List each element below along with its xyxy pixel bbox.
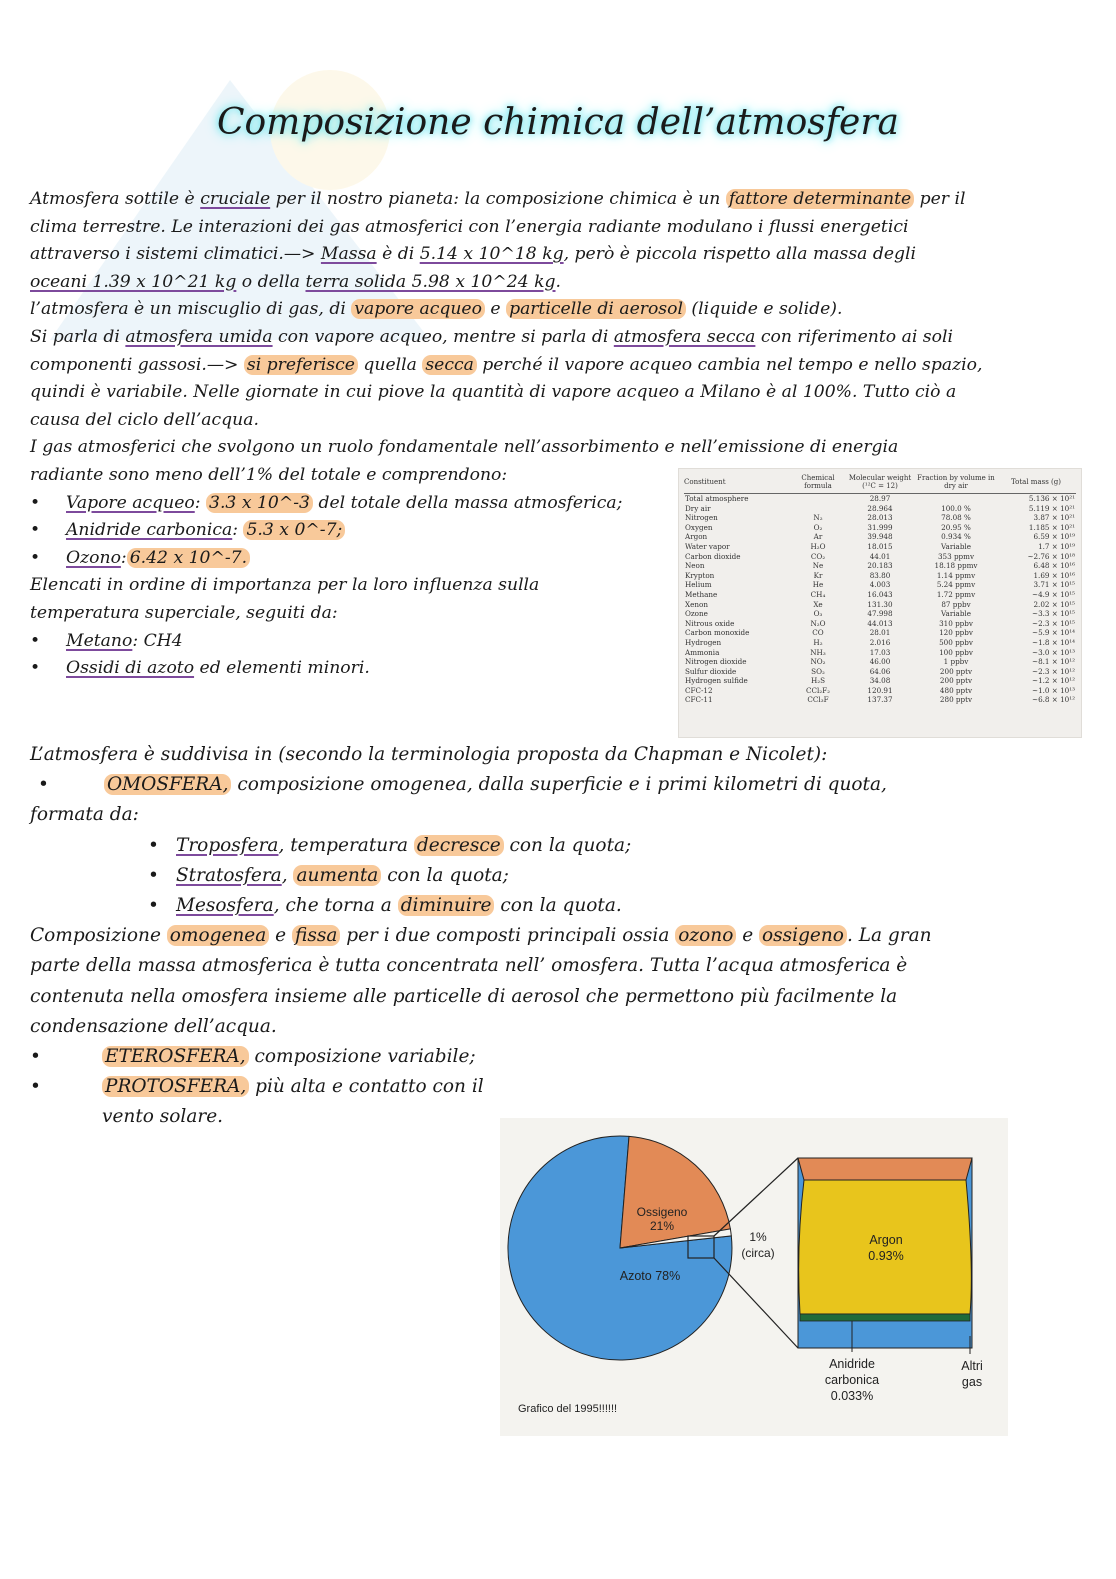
intro-line-8: quindi è variabile. Nelle giornate in cui piove la quantità di vapore acqueo a Milano è al 100%. Tutto ciò a xyxy=(30,382,957,403)
bullet-icon: • xyxy=(148,834,159,856)
highlighted-term: ossigeno xyxy=(759,925,847,946)
table-header: Molecular weight (¹²C = 12) xyxy=(844,473,916,494)
table-cell: 28.964 xyxy=(867,503,893,513)
table-cell: Ar xyxy=(813,532,823,542)
text: con la quota. xyxy=(494,895,622,917)
table-cell: ~4.9 × 10¹⁵ xyxy=(1032,589,1075,599)
intro-line-3 xyxy=(30,241,982,269)
label-circa-value: 1% xyxy=(749,1230,767,1244)
table-row xyxy=(684,686,1076,696)
bullet-icon: • xyxy=(148,895,159,917)
table-body xyxy=(684,494,1076,706)
table-cell: Neon xyxy=(685,561,705,571)
table-row xyxy=(684,638,1076,648)
table-cell: Carbon monoxide xyxy=(685,628,750,638)
table-cell: Xe xyxy=(813,599,823,609)
table-cell: N₂O xyxy=(810,618,826,628)
table-cell: 16.043 xyxy=(867,589,893,599)
table-cell xyxy=(792,494,844,504)
label-co2-2: carbonica xyxy=(824,1373,880,1387)
table-cell: 64.06 xyxy=(869,666,891,676)
intro-line-9: causa del ciclo dell’acqua. xyxy=(30,409,259,430)
text: è di xyxy=(376,244,420,265)
table-cell: 1.185 × 10²¹ xyxy=(1028,522,1075,532)
table-row xyxy=(684,542,1076,552)
label-ossigeno: Ossigeno xyxy=(636,1205,688,1219)
page-title: Composizione chimica dell’atmosfera xyxy=(216,102,900,143)
table-cell: 310 ppbv xyxy=(939,618,973,628)
table-cell: 6.59 × 10¹⁹ xyxy=(1033,532,1075,542)
table-cell: Total atmosphere xyxy=(685,494,749,503)
text: del totale della massa atmosferica; xyxy=(312,492,623,513)
table-cell: H₂O xyxy=(810,541,826,551)
table-cell: Hydrogen sulfide xyxy=(685,676,748,686)
text: con riferimento ai soli xyxy=(755,326,953,347)
text: l’atmosfera è un miscuglio di gas, di xyxy=(30,299,352,320)
highlighted-value: 5.3 x 0^-7; xyxy=(243,520,345,540)
text: : xyxy=(232,520,244,541)
label-argon-value: 0.93% xyxy=(868,1249,904,1263)
text: attraverso i sistemi climatici.—> xyxy=(30,244,321,265)
table-cell: 200 pptv xyxy=(939,676,973,686)
table-cell: 5.136 × 10²¹ xyxy=(1028,494,1075,503)
composition-chart xyxy=(500,1118,1008,1436)
underlined-term: Mesosfera xyxy=(176,895,274,917)
table-row xyxy=(684,552,1076,562)
table-row xyxy=(684,571,1076,581)
table-cell: Oxygen xyxy=(685,522,713,532)
text: . La gran xyxy=(846,925,932,947)
table-header-row xyxy=(684,473,1076,494)
underlined-term: Troposfera xyxy=(176,834,279,856)
composition-table xyxy=(678,468,1082,738)
table-cell: Xenon xyxy=(685,599,708,609)
intro-line-1 xyxy=(30,186,982,214)
highlighted-term: OMOSFERA, xyxy=(104,774,231,795)
highlighted-term: diminuire xyxy=(398,895,495,916)
bullet-icon: • xyxy=(148,864,159,886)
text: con la quota; xyxy=(503,834,632,856)
highlighted-term: vapore acqueo xyxy=(351,299,485,319)
bullet-icon: • xyxy=(30,1046,41,1068)
table-cell: 47.998 xyxy=(867,609,893,619)
text: (liquide e solide). xyxy=(685,299,843,320)
text: o della xyxy=(236,271,306,292)
text: : xyxy=(194,492,207,513)
composition-line-2: parte della massa atmosferica è tutta concentrata nell’ omosfera. Tutta l’acqua atmosferica è xyxy=(30,955,908,977)
table-cell: CFC-11 xyxy=(685,695,713,705)
label-azoto: Azoto 78% xyxy=(619,1269,681,1283)
intro-line-7 xyxy=(30,352,982,380)
table-cell: ~1.2 × 10¹² xyxy=(1032,676,1075,686)
table-cell: 3.87 × 10²¹ xyxy=(1033,513,1075,523)
text: componenti gassosi.—> xyxy=(30,354,244,375)
table-row xyxy=(684,504,1076,514)
text: per il xyxy=(914,189,966,209)
table-row xyxy=(684,523,1076,533)
table-cell: 1 ppbv xyxy=(943,657,969,667)
table-row xyxy=(684,628,1076,638)
table-cell: Water vapor xyxy=(685,541,730,551)
text: più alta e contatto con il xyxy=(249,1076,484,1098)
text: perché il vapore acqueo cambia nel tempo e nello spazio, xyxy=(476,354,983,375)
table-cell: 100 ppbv xyxy=(939,647,973,657)
table-cell: 44.01 xyxy=(869,551,891,561)
underlined-term: Massa xyxy=(320,244,377,265)
label-argon: Argon xyxy=(869,1233,903,1247)
intro-line-12: Elencati in ordine di importanza per la loro influenza sulla xyxy=(30,575,540,596)
table-cell: 100.0 % xyxy=(941,503,971,513)
table-cell: Ozone xyxy=(685,609,708,619)
table-cell: Krypton xyxy=(685,570,715,580)
highlighted-term: fattore determinante xyxy=(726,189,914,209)
text: Atmosfera sottile è xyxy=(30,189,201,209)
layers-section xyxy=(30,740,932,1133)
table-row xyxy=(684,657,1076,667)
table-row xyxy=(684,561,1076,571)
detail-bar-argon xyxy=(799,1180,972,1314)
table-cell: 1.7 × 10¹⁹ xyxy=(1038,541,1075,551)
table-cell: 31.999 xyxy=(867,522,893,532)
bullet-troposfera xyxy=(30,831,932,861)
text: composizione omogenea, dalla superficie e i primi kilometri di quota, xyxy=(231,774,887,796)
detail-bar-ossigeno-edge xyxy=(798,1158,972,1180)
underlined-term: atmosfera secca xyxy=(613,326,756,347)
table-cell: 4.003 xyxy=(869,580,891,590)
table-row xyxy=(684,580,1076,590)
table-cell: 2.016 xyxy=(869,637,891,647)
text: quella xyxy=(357,354,423,375)
table-cell: Hydrogen xyxy=(685,637,722,647)
table-header: Total mass (g) xyxy=(996,473,1076,494)
table-cell: CO₂ xyxy=(810,551,826,561)
bullet-icon: • xyxy=(30,630,41,651)
bullet-icon: • xyxy=(30,492,41,513)
underlined-term: terra solida 5.98 x 10^24 kg xyxy=(305,271,556,292)
table-cell: Argon xyxy=(685,532,708,542)
underlined-term: Anidride carbonica xyxy=(66,520,233,541)
table-row xyxy=(684,600,1076,610)
table-cell: 46.00 xyxy=(869,657,891,667)
underlined-term: Ozono xyxy=(66,547,121,568)
table-cell: 34.08 xyxy=(869,676,891,686)
table-cell: ~8.1 × 10¹² xyxy=(1032,657,1075,667)
text: . xyxy=(555,271,561,292)
table-row xyxy=(684,590,1076,600)
bullet-icon: • xyxy=(30,520,41,541)
bullet-mesosfera xyxy=(30,891,932,921)
table-cell: Methane xyxy=(685,589,718,599)
table-row xyxy=(684,695,1076,705)
bullet-eterosfera xyxy=(30,1042,932,1072)
highlighted-term: ETEROSFERA, xyxy=(102,1046,249,1067)
table-cell: 20.95 % xyxy=(941,522,971,532)
table-cell: ~6.8 × 10¹² xyxy=(1032,695,1075,705)
composition-table-grid xyxy=(684,473,1076,705)
table-cell: 28.01 xyxy=(869,628,891,638)
zoom-line-top xyxy=(714,1158,798,1236)
bullet-icon: • xyxy=(30,547,41,568)
highlighted-value: 6.42 x 10^-7. xyxy=(127,548,250,568)
table-cell: H₂ xyxy=(813,637,823,647)
table-cell: CH₄ xyxy=(810,589,826,599)
table-cell: Nitrogen xyxy=(685,513,718,523)
highlighted-term: fissa xyxy=(292,925,340,946)
table-cell: CFC-12 xyxy=(685,685,713,695)
table-cell: Ne xyxy=(812,561,824,571)
table-cell: 353 ppmv xyxy=(937,551,975,561)
table-cell: Variable xyxy=(941,541,971,551)
label-co2-1: Anidride xyxy=(829,1357,875,1371)
table-cell: 480 pptv xyxy=(939,685,973,695)
text: , xyxy=(281,864,294,886)
table-row xyxy=(684,513,1076,523)
table-cell: 120.91 xyxy=(867,685,893,695)
table-row xyxy=(684,619,1076,629)
intro-line-2: clima terrestre. Le interazioni dei gas atmosferici con l’energia radiante modulano i flussi energetici xyxy=(30,216,909,237)
table-cell: 1.69 × 10¹⁶ xyxy=(1033,570,1075,580)
highlighted-term: secca xyxy=(422,355,477,375)
bullet-stratosfera xyxy=(30,861,932,891)
underlined-term: Metano xyxy=(66,630,133,651)
text: , però è piccola rispetto alla massa degli xyxy=(563,244,917,265)
highlighted-term: PROTOSFERA, xyxy=(102,1076,249,1097)
zoom-line-bottom xyxy=(714,1258,798,1348)
layers-intro: L’atmosfera è suddivisa in (secondo la terminologia proposta da Chapman e Nicolet): xyxy=(30,744,828,765)
table-cell: Nitrous oxide xyxy=(685,618,735,628)
table-cell: 87 ppbv xyxy=(941,599,971,609)
underlined-term: Stratosfera xyxy=(176,864,282,886)
table-cell: ~1.8 × 10¹⁴ xyxy=(1032,637,1075,647)
text: con la quota; xyxy=(381,864,509,886)
table-cell: 1.72 ppmv xyxy=(936,589,976,599)
table-cell: ~5.9 × 10¹⁴ xyxy=(1032,628,1075,638)
text: e xyxy=(736,925,760,947)
table-cell xyxy=(792,504,844,514)
table-row xyxy=(684,609,1076,619)
table-cell: O₂ xyxy=(813,522,823,532)
intro-line-5 xyxy=(30,296,982,324)
table-cell: CCl₂F₂ xyxy=(805,685,831,695)
table-cell: 39.948 xyxy=(867,532,893,542)
table-cell: ~3.3 × 10¹⁵ xyxy=(1032,609,1075,619)
table-cell: 0.934 % xyxy=(941,532,971,542)
highlighted-term: omogenea xyxy=(167,925,270,946)
table-cell: 17.03 xyxy=(869,647,891,657)
intro-line-11: radiante sono meno dell’1% del totale e comprendono: xyxy=(30,464,508,485)
table-cell: 500 ppbv xyxy=(939,637,973,647)
table-cell: 120 ppbv xyxy=(939,628,973,638)
table-cell: 5.24 ppmv xyxy=(936,580,976,590)
underlined-term: oceani 1.39 x 10^21 kg xyxy=(30,271,237,292)
bullet-protosfera xyxy=(30,1072,932,1102)
table-cell: Dry air xyxy=(685,503,711,513)
table-cell: Carbon dioxide xyxy=(685,551,741,561)
table-row xyxy=(684,676,1076,686)
omosfera-cont: formata da: xyxy=(30,804,139,826)
intro-line-6 xyxy=(30,324,982,352)
chart-caption: Grafico del 1995!!!!!! xyxy=(518,1403,618,1415)
table-cell: ~2.76 × 10¹⁸ xyxy=(1027,551,1075,561)
table-cell: N₂ xyxy=(813,513,823,523)
table-cell: ~1.0 × 10¹³ xyxy=(1032,685,1075,695)
highlighted-term: aumenta xyxy=(293,865,381,886)
underlined-term: Ossidi di azoto xyxy=(66,658,195,679)
detail-bar-co2 xyxy=(800,1314,970,1321)
table-row xyxy=(684,648,1076,658)
table-row xyxy=(684,667,1076,677)
composition-line-3: contenuta nella omosfera insieme alle particelle di aerosol che permettono più facilmente la xyxy=(30,985,898,1007)
table-cell: 200 pptv xyxy=(939,666,973,676)
table-cell: 131.30 xyxy=(867,599,893,609)
table-cell: NO₂ xyxy=(810,657,826,667)
composition-line-1 xyxy=(30,921,932,951)
table-cell xyxy=(916,494,996,504)
highlighted-term: particelle di aerosol xyxy=(506,299,686,319)
table-cell: Ammonia xyxy=(685,647,720,657)
table-cell: 20.183 xyxy=(867,561,893,571)
table-cell: ~2.3 × 10¹² xyxy=(1032,666,1075,676)
highlighted-term: decresce xyxy=(414,835,504,856)
table-cell: SO₂ xyxy=(811,666,825,676)
highlighted-term: ozono xyxy=(675,925,736,946)
label-ossigeno-value: 21% xyxy=(649,1219,675,1233)
text: Composizione xyxy=(30,925,167,947)
bullet-icon: • xyxy=(38,774,49,796)
table-cell: 18.015 xyxy=(867,541,893,551)
label-altri-1: Altri xyxy=(961,1359,983,1373)
table-cell: 137.37 xyxy=(867,695,893,705)
table-cell: 28.97 xyxy=(869,494,891,503)
text: ed elementi minori. xyxy=(194,658,370,679)
label-altri-2: gas xyxy=(961,1375,983,1389)
table-cell: Variable xyxy=(941,609,971,619)
table-cell: 83.80 xyxy=(869,570,891,580)
bullet-icon: • xyxy=(30,658,41,679)
table-cell: NH₃ xyxy=(810,647,826,657)
table-cell: 1.14 ppmv xyxy=(936,570,976,580)
table-cell: H₂S xyxy=(810,676,826,686)
table-cell: 18.18 ppmv xyxy=(934,561,978,571)
label-co2-value: 0.033% xyxy=(830,1389,874,1403)
chart-svg xyxy=(500,1118,1008,1436)
text: e xyxy=(484,299,507,320)
table-cell: 5.119 × 10²¹ xyxy=(1028,503,1075,513)
text: : xyxy=(120,547,127,568)
table-cell: CCl₃F xyxy=(807,695,829,705)
table-cell: 44.013 xyxy=(867,618,893,628)
table-cell: O₃ xyxy=(813,609,823,619)
underlined-term: atmosfera umida xyxy=(125,326,273,347)
table-row xyxy=(684,532,1076,542)
table-header: Chemical formula xyxy=(792,473,844,494)
text: composizione variabile; xyxy=(248,1046,476,1068)
intro-line-10: I gas atmosferici che svolgono un ruolo fondamentale nell’assorbimento e nell’emissione di energia xyxy=(30,437,899,458)
text: : CH4 xyxy=(132,630,183,651)
text: e xyxy=(269,925,293,947)
table-cell: CO xyxy=(812,628,824,638)
table-cell: 78.08 % xyxy=(941,513,971,523)
table-cell: Sulfur dioxide xyxy=(685,666,737,676)
bullet-omosfera xyxy=(30,770,932,800)
table-cell: 280 pptv xyxy=(939,695,973,705)
text: , che torna a xyxy=(273,895,398,917)
underlined-term: cruciale xyxy=(200,189,271,209)
text: per i due composti principali ossia xyxy=(340,925,676,947)
text: con vapore acqueo, mentre si parla di xyxy=(272,326,614,347)
label-circa: (circa) xyxy=(741,1246,775,1260)
table-row xyxy=(684,494,1076,504)
table-cell: Helium xyxy=(685,580,712,590)
intro-line-13: temperatura superciale, seguiti da: xyxy=(30,602,338,623)
protosfera-cont: vento solare. xyxy=(102,1106,224,1128)
text: , temperatura xyxy=(278,834,414,856)
underlined-term: 5.14 x 10^18 kg xyxy=(419,244,564,265)
text: Si parla di xyxy=(30,326,126,347)
table-cell: ~2.3 × 10¹⁵ xyxy=(1032,618,1075,628)
bullet-icon: • xyxy=(30,1076,41,1098)
table-header: Constituent xyxy=(684,473,792,494)
table-cell: 3.71 × 10¹⁵ xyxy=(1033,580,1075,590)
composition-line-4: condensazione dell’acqua. xyxy=(30,1015,277,1037)
underlined-term: Vapore acqueo xyxy=(66,492,195,513)
intro-line-4 xyxy=(30,269,982,297)
table-cell: 6.48 × 10¹⁶ xyxy=(1033,561,1075,571)
highlighted-value: 3.3 x 10^-3 xyxy=(206,493,313,513)
table-cell: He xyxy=(812,580,824,590)
table-cell: Nitrogen dioxide xyxy=(685,657,747,667)
table-cell: Kr xyxy=(813,570,823,580)
table-cell: 28.013 xyxy=(867,513,893,523)
table-cell: ~3.0 × 10¹³ xyxy=(1032,647,1075,657)
table-cell: 2.02 × 10¹⁵ xyxy=(1033,599,1075,609)
table-header: Fraction by volume in dry air xyxy=(916,473,996,494)
text: per il nostro pianeta: la composizione chimica è un xyxy=(270,189,726,209)
highlighted-term: si preferisce xyxy=(244,355,358,375)
